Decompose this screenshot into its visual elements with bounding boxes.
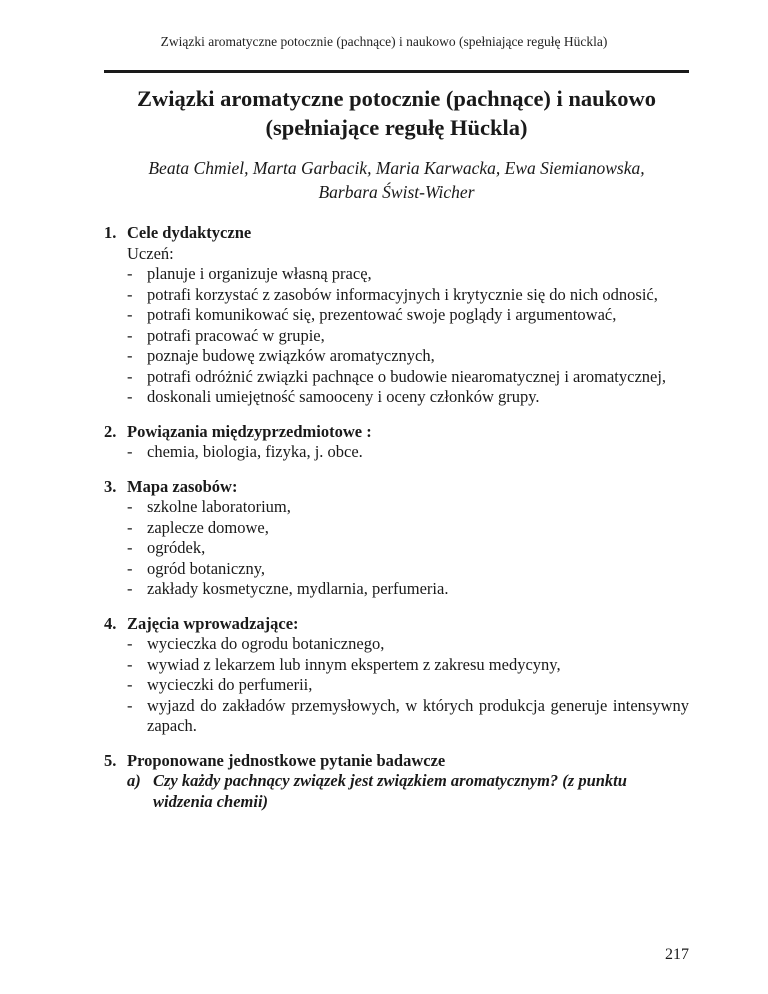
section-title: Powiązania międzyprzedmiotowe : [127,421,372,441]
list-item-text: wywiad z lekarzem lub innym ekspertem z zakresu medycyny, [147,654,561,674]
section-body [104,497,689,600]
list-item-text: potrafi pracować w grupie, [147,325,325,345]
list-item-text: potrafi komunikować się, prezentować swoje poglądy i argumentować, [147,305,617,324]
dash-marker: - [127,305,133,324]
content [104,223,689,826]
list-item [127,305,689,326]
header-rule [104,70,689,73]
section-heading [104,477,689,498]
dash-marker: - [127,695,133,715]
list-item-text: wyjazd do zakładów przemysłowych, w których produkcja generuje intensywny zapach. [147,695,689,735]
list-item [127,387,689,408]
list-item [127,579,689,600]
list-item-text: potrafi korzystać z zasobów informacyjnych i krytycznie się do nich odnosić, [147,284,658,304]
list-item-text: ogród botaniczny, [147,558,266,578]
list-item-text: zakłady kosmetyczne, mydlarnia, perfumeria. [147,579,449,598]
list-item-text: szkolne laboratorium, [147,497,291,516]
section-heading [104,751,689,772]
dash-marker: - [127,284,133,304]
dash-marker: - [127,517,133,537]
list-item-text: ogródek, [147,538,206,557]
section-heading [104,614,689,635]
running-header: Związki aromatyczne potocznie (pachnące) i naukowo (spełniające regułę Hückla) [160,34,608,49]
section-pytanie-badawcze [104,751,689,813]
section-title: Proponowane jednostkowe pytanie badawcze [127,750,446,770]
page-title [104,84,689,142]
dash-marker: - [127,538,133,557]
list-item-text: potrafi odróżnić związki pachnące o budowie niearomatycznej i aromatycznej, [147,366,667,386]
dash-marker: - [127,654,133,674]
section-intro: Uczeń: [127,243,174,263]
section-title: Zajęcia wprowadzające: [127,613,299,633]
list-item [127,675,689,696]
bullet-list [127,634,689,737]
section-body [104,442,689,463]
section-zajecia-wprowadzajace [104,614,689,737]
section-powiazania [104,422,689,463]
dash-marker: - [127,634,133,653]
section-title: Mapa zasobów: [127,476,238,496]
dash-marker: - [127,366,133,386]
bullet-list [127,442,689,463]
section-heading [104,223,689,244]
list-item [127,696,689,737]
page-number: 217 [665,946,689,963]
dash-marker: - [127,675,133,694]
dash-marker: - [127,442,133,461]
title-line-1: Związki aromatyczne potocznie (pachnące) i naukowo [137,86,656,111]
list-item [127,518,689,539]
list-item-text: wycieczka do ogrodu botanicznego, [147,634,385,653]
list-item-text: zaplecze domowe, [147,517,269,537]
section-cele-dydaktyczne [104,223,689,408]
section-number: 1. [104,223,117,242]
list-item-text: chemia, biologia, fizyka, j. obce. [147,442,363,461]
authors [104,156,689,204]
list-item [127,285,689,306]
list-item-text: doskonali umiejętność samooceny i oceny członków grupy. [147,387,540,406]
title-line-2: (spełniające regułę Hückla) [265,115,528,140]
dash-marker: - [127,558,133,578]
list-item [127,538,689,559]
dash-marker: - [127,264,133,283]
list-item-text: planuje i organizuje własną pracę, [147,264,372,283]
section-title: Cele dydaktyczne [127,223,252,242]
question-label: a) [127,771,141,790]
list-item [127,655,689,676]
bullet-list [127,264,689,408]
section-body [104,634,689,737]
section-mapa-zasobow [104,477,689,600]
list-item [127,559,689,580]
section-number: 4. [104,613,117,633]
section-number: 2. [104,421,117,441]
section-body [104,244,689,408]
list-item [127,442,689,463]
section-heading [104,422,689,443]
list-item [127,634,689,655]
dash-marker: - [127,579,133,598]
dash-marker: - [127,387,133,406]
bullet-list [127,497,689,600]
list-item [127,326,689,347]
research-question [127,771,689,812]
list-item [127,367,689,388]
list-item [127,346,689,367]
list-item-text: wycieczki do perfumerii, [147,675,313,694]
section-number: 5. [104,750,117,770]
dash-marker: - [127,325,133,345]
section-number: 3. [104,476,117,496]
list-item [127,497,689,518]
list-item-text: poznaje budowę związków aromatycznych, [147,346,435,365]
question-text: Czy każdy pachnący związek jest związkiem aromatycznym? (z punktu widzenia chemii) [153,771,627,811]
section-body [104,771,689,812]
authors-line-2: Barbara Świst-Wicher [318,182,475,202]
dash-marker: - [127,497,133,516]
dash-marker: - [127,346,133,365]
authors-line-1: Beata Chmiel, Marta Garbacik, Maria Karwacka, Ewa Siemianowska, [148,158,645,178]
list-item [127,264,689,285]
